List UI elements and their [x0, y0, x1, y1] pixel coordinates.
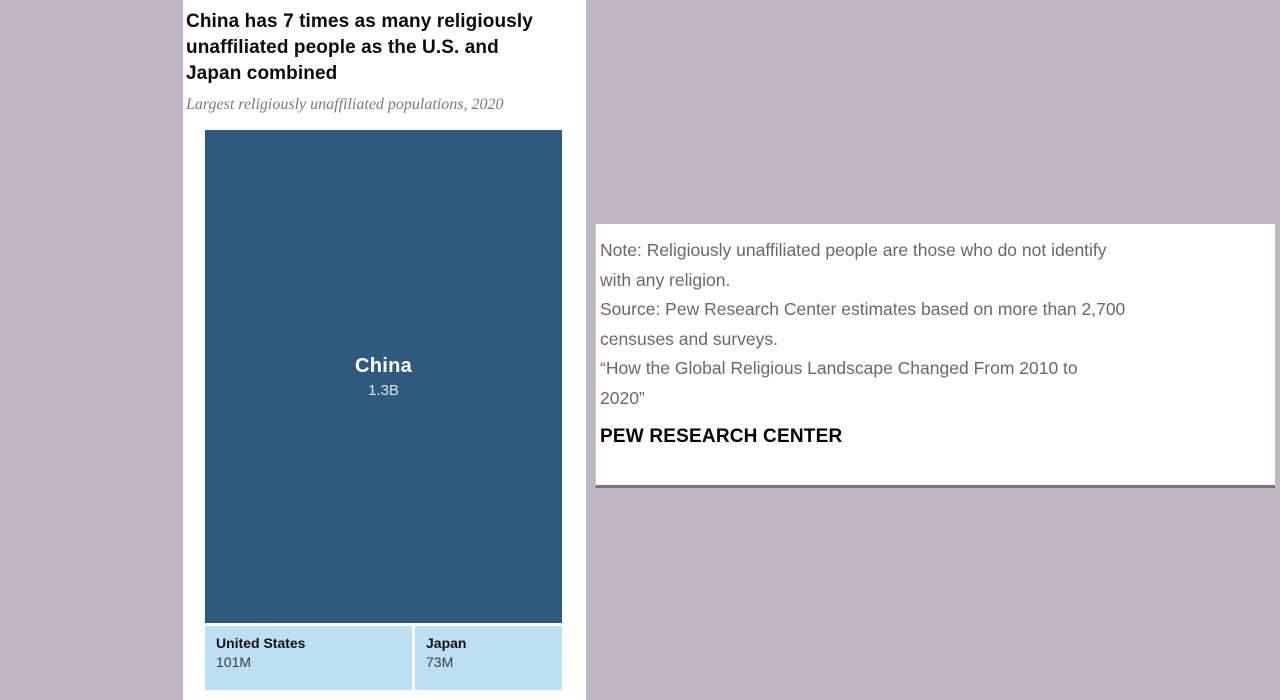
- note-box: [595, 224, 1275, 488]
- treemap-cell-china-value: 1.3B: [368, 381, 399, 399]
- treemap-bottom-row: [205, 626, 562, 690]
- treemap-cell-united-states-label: United States: [216, 635, 306, 651]
- report-title-line-1: “How the Global Religious Landscape Changed From 2010 to: [600, 358, 1078, 378]
- source-line-2: censuses and surveys.: [600, 328, 779, 349]
- pew-research-center-wordmark: PEW RESEARCH CENTER: [600, 426, 843, 447]
- treemap-cell-united-states-value: 101M: [216, 654, 252, 670]
- treemap-cell-japan: [415, 626, 562, 690]
- note-line-2: with any religion.: [600, 269, 731, 290]
- treemap-cell-japan-label: Japan: [426, 635, 467, 651]
- chart-title: [186, 9, 568, 87]
- chart-panel: [183, 0, 586, 700]
- chart-title-line-2: unaffiliated people as the U.S. and: [186, 37, 499, 58]
- source-line-1: Source: Pew Research Center estimates based on more than 2,700: [600, 299, 1126, 319]
- report-title-line-2: 2020”: [600, 387, 645, 408]
- note-line-1: Note: Religiously unaffiliated people are those who do not identify: [600, 240, 1107, 260]
- chart-title-line-3: Japan combined: [186, 63, 338, 84]
- chart-title-line-1: China has 7 times as many religiously: [186, 11, 533, 32]
- treemap-cell-china-label: China: [354, 354, 413, 377]
- treemap: [205, 130, 562, 690]
- treemap-cell-japan-value: 73M: [426, 654, 454, 670]
- chart-subtitle: Largest religiously unaffiliated populations, 2020: [186, 96, 504, 113]
- treemap-cell-united-states: [205, 626, 412, 690]
- treemap-cell-china: [205, 130, 562, 623]
